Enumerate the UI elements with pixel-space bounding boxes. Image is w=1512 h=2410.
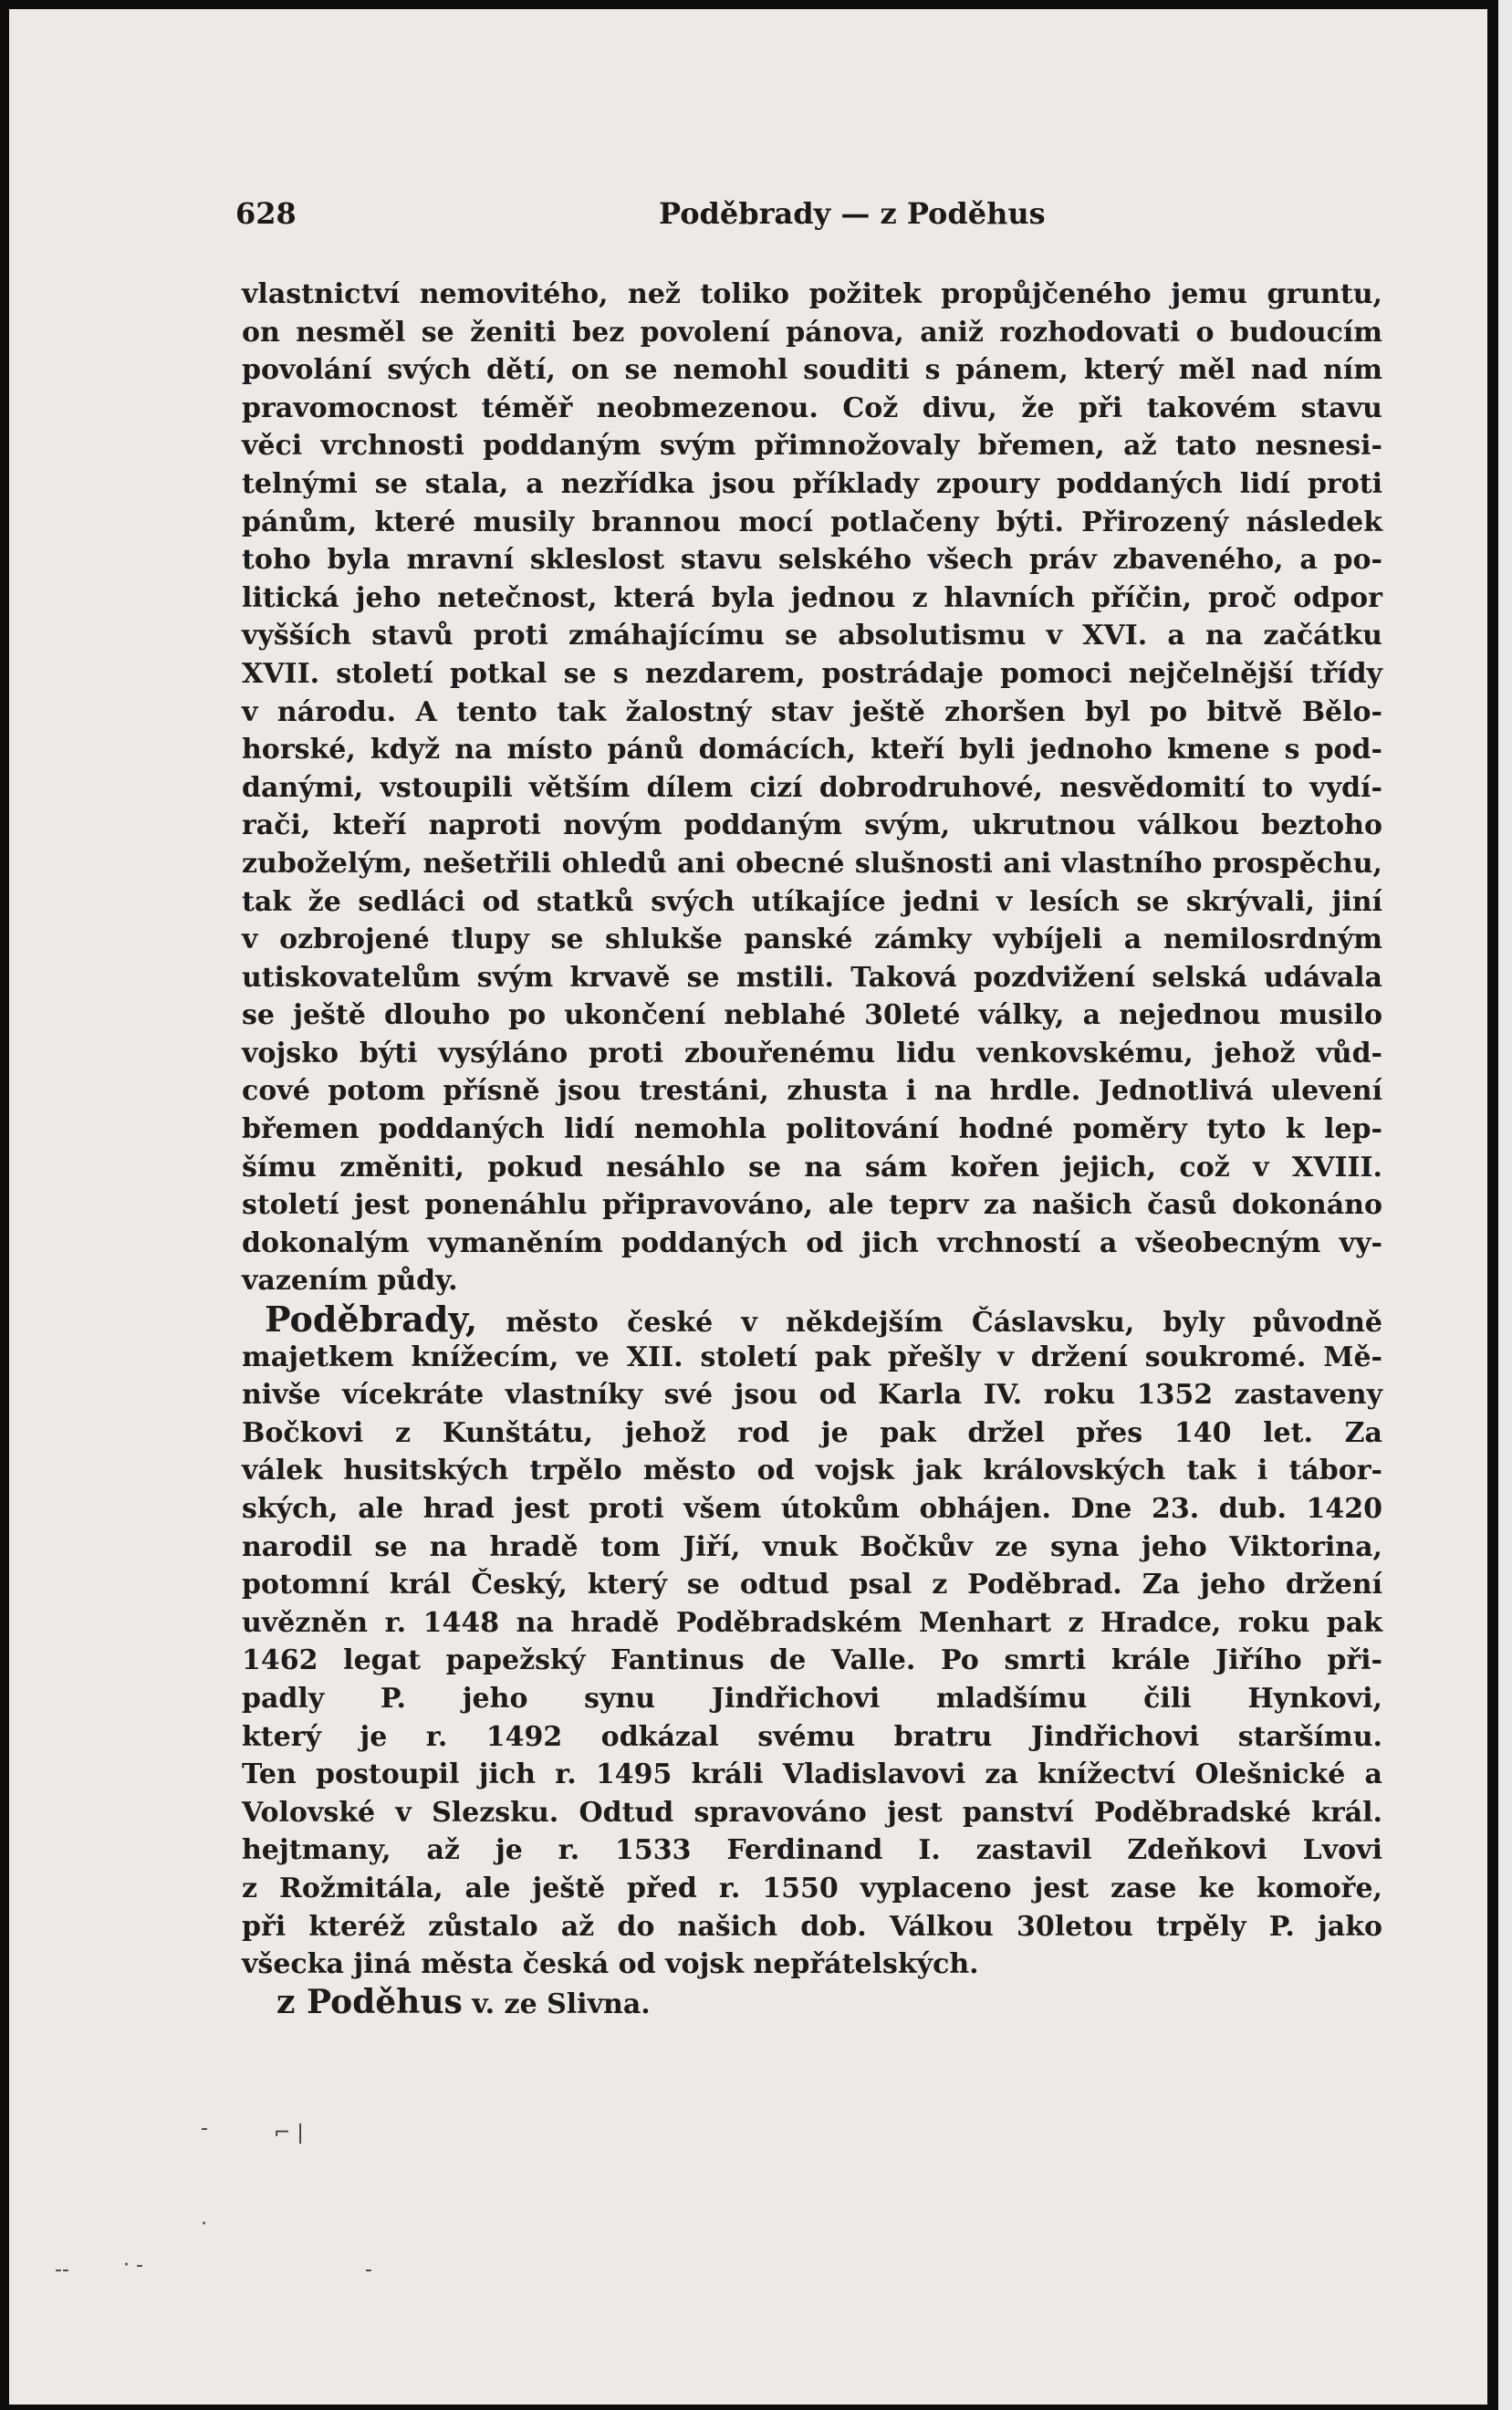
stray-mark: - [365,2259,372,2281]
text-line: majetkem knížecím, ve XII. století pak přešly v držení soukromé. Mě- [242,1341,1382,1373]
text-line: v ozbrojené tlupy se shlukše panské zámky vybíjeli a nemilosrdným [242,923,1382,956]
text-line: se ještě dlouho po ukončení neblahé 30leté války, a nejednou musilo [242,999,1382,1032]
entry-first-line [242,1300,1382,1339]
entry-headword: Poděbrady, [265,1299,478,1341]
text-line: pravomocnost téměř neobmezenou. Což divu, že při takovém stavu [242,391,1382,424]
text-line: cové potom přísně jsou trestáni, zhusta i na hrdle. Jednotlivá ulevení [242,1075,1382,1108]
text-line: hejtmany, až je r. 1533 Ferdinand I. zastavil Zdeňkovi Lvovi [242,1834,1382,1867]
scan-edge [1498,0,1512,2410]
text-line: všecka jiná města česká od vojsk nepřátelských. [242,1948,979,1981]
text-line: narodil se na hradě tom Jiří, vnuk Bočkův ze syna jeho Viktorina, [242,1530,1382,1563]
text-line: horské, když na místo pánů domácích, kteří byli jednoho kmene s pod- [242,734,1382,767]
text-line: vazením půdy. [242,1265,458,1298]
text-line: uvězněn r. 1448 na hradě Poděbradském Menhart z Hradce, roku pak [242,1606,1382,1639]
stray-mark: -- [55,2259,69,2281]
cross-ref-text: v. ze Slivna. [462,1987,651,2020]
page-header [9,196,1487,242]
cross-ref-headword: z Poděhus [276,1982,463,2021]
running-title: Poděbrady — z Poděhus [659,196,1046,231]
text-line: tak že sedláci od statků svých utíkajíce jedni v lesích se skrývali, jiní [242,885,1382,918]
text-line: šímu změniti, pokud nesáhlo se na sám kořen jejich, což v XVIII. [242,1151,1382,1184]
page-sheet [9,9,1487,2405]
text-line: padly P. jeho synu Jindřichovi mladšímu čili Hynkovi, [242,1682,1382,1715]
text-line: nivše vícekráte vlastníky své jsou od Karla IV. roku 1352 zastaveny [242,1379,1382,1412]
text-line: potomní král Český, který se odtud psal z Poděbrad. Za jeho držení [242,1569,1382,1601]
text-line: zuboželým, nešetřili ohledů ani obecné slušnosti ani vlastního prospěchu, [242,847,1382,880]
text-line: v národu. A tento tak žalostný stav ještě zhoršen byl po bitvě Bělo- [242,695,1382,728]
text-line: telnými se stala, a nezřídka jsou příklady zpoury poddaných lidí proti [242,467,1382,500]
text-line: z Rožmitála, ale ještě před r. 1550 vyplaceno jest zase ke komoře, [242,1872,1382,1904]
text-line: Volovské v Slezsku. Odtud spravováno jest panství Poděbradské král. [242,1796,1382,1829]
text-line: vyšších stavů proti zmáhajícímu se absolutismu v XVI. a na začátku [242,620,1382,652]
text-line: věci vrchnosti poddaným svým přimnožovaly břemen, až tato nesnesi- [242,430,1382,463]
text-line: 1462 legat papežský Fantinus de Valle. Po smrti krále Jiřího při- [242,1644,1382,1677]
text-line: on nesměl se ženiti bez povolení pánova, aniž rozhodovati o budoucím [242,316,1382,349]
cross-reference [242,1984,1382,2022]
text-line: který je r. 1492 odkázal svému bratru Jindřichovi staršímu. [242,1720,1382,1753]
stray-mark: - [201,2117,208,2140]
text-line: pánům, které musily brannou mocí potlačeny býti. Přirozený následek [242,506,1382,538]
text-line: toho byla mravní skleslost stavu selského všech práv zbaveného, a po- [242,544,1382,577]
text-line: XVII. století potkal se s nezdarem, postrádaje pomoci nejčelnější třídy [242,657,1382,690]
text-line: Ten postoupil jich r. 1495 králi Vladislavovi za knížectví Olešnické a [242,1758,1382,1791]
stray-mark: · - [123,2254,143,2277]
entry-text: město české v někdejším Čáslavsku, byly původně [477,1307,1382,1340]
text-line: století jest ponenáhlu připravováno, ale teprv za našich časů dokonáno [242,1189,1382,1222]
text-line: vlastnictví nemovitého, než toliko požitek propůjčeného jemu gruntu, [242,278,1382,310]
page-number: 628 [235,196,297,231]
stray-mark: ⌐ | [274,2122,304,2144]
text-line: při kteréž zůstalo až do našich dob. Válkou 30letou trpěly P. jako [242,1910,1382,1943]
text-line: danými, vstoupili větším dílem cizí dobrodruhové, nesvědomití to vydí- [242,771,1382,804]
text-line: utiskovatelům svým krvavě se mstili. Taková pozdvižení selská udávala [242,961,1382,994]
text-line: ských, ale hrad jest proti všem útokům obhájen. Dne 23. dub. 1420 [242,1493,1382,1525]
article-text [242,276,1382,2021]
text-line: dokonalým vymaněním poddaných od jich vrchností a všeobecným vy- [242,1226,1382,1259]
text-line: povolání svých dětí, on se nemohl souditi s pánem, který měl nad ním [242,354,1382,387]
stray-mark: · [201,2213,207,2236]
text-line: Bočkovi z Kunštátu, jehož rod je pak držel přes 140 let. Za [242,1416,1382,1449]
text-line: břemen poddaných lidí nemohla politování hodné poměry tyto k lep- [242,1113,1382,1146]
text-line: válek husitských trpělo město od vojsk jak královských tak i tábor- [242,1455,1382,1487]
text-line: rači, kteří naproti novým poddaným svým, ukrutnou válkou beztoho [242,809,1382,842]
text-line: vojsko býti vysýláno proti zbouřenému lidu venkovskému, jehož vůd- [242,1037,1382,1069]
text-line: litická jeho netečnost, která byla jednou z hlavních příčin, proč odpor [242,581,1382,614]
